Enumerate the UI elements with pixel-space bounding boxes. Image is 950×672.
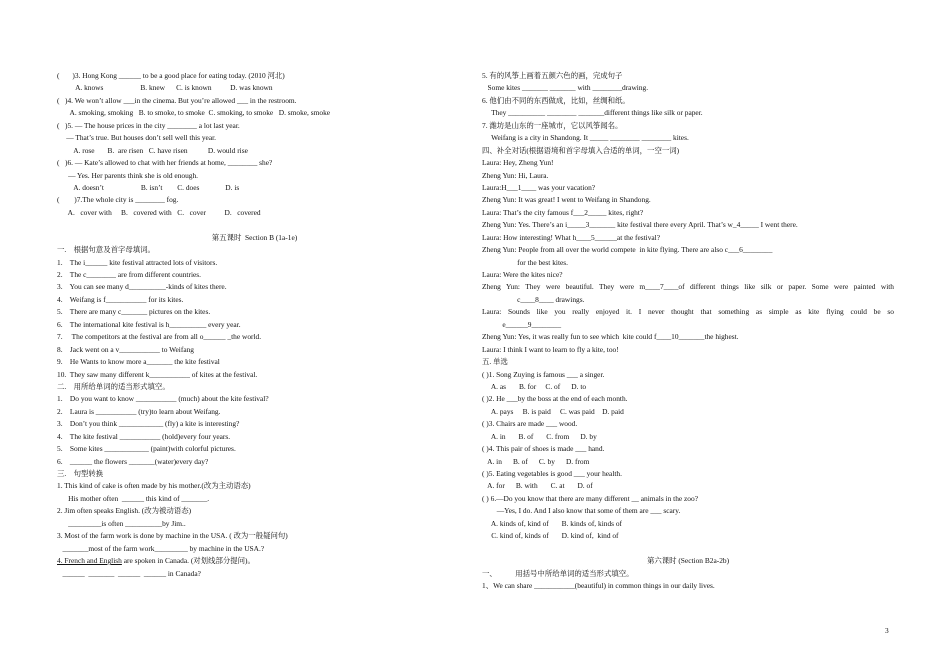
text-line: A. kinds of, kind of B. kinds of, kinds of: [482, 518, 623, 528]
text-line: ( )2. He ___by the boss at the end of each month.: [482, 394, 628, 404]
text-line: Laura: Sounds like you really enjoyed it. I never thought that something as simple as kite flying could be so: [482, 307, 894, 317]
text-line: A. in B. of C. by D. from: [482, 456, 590, 466]
text-line: 1. The i______ kite festival attracted lots of visitors.: [57, 257, 218, 267]
underlined-segment: 4. French and English: [57, 556, 122, 566]
text-line: ( )5. — The house prices in the city ________ a lot last year.: [57, 120, 240, 130]
text-line: 7. The competitors at the festival are from all o______ _the world.: [57, 332, 262, 342]
text-line: Zheng Yun: People from all over the world compete in kite flying. There are also c___6________: [482, 245, 773, 255]
text-line: 2. The c________ are from different countries.: [57, 270, 202, 279]
text-line: ______ _______ ______ ______ in Canada?: [57, 568, 201, 578]
text-line: Some kites _______ _______ with ________drawing.: [482, 83, 649, 93]
text-line: 二. 用所给单词的适当形式填空。: [57, 381, 170, 391]
text-line: 8. Jack went on a v___________ to Weifang: [57, 344, 194, 354]
text-line: 五. 单选: [482, 357, 508, 367]
text-line: 6. 他们由不同的东西做成，比如，丝绸和纸。: [482, 95, 630, 105]
text-line: ( )5. Eating vegetables is good ___ your health.: [482, 469, 622, 478]
page-number: 3: [885, 626, 889, 635]
text-line: 4. Weifang is f___________ for its kites.: [57, 294, 184, 304]
text-line: 4. The kite festival ___________ (hold)every four years.: [57, 431, 231, 441]
text-line: — That’s true. But houses don’t sell well this year.: [57, 133, 217, 143]
text-line: A. in B. of C. from D. by: [482, 431, 597, 441]
text-line: 5. 有的风筝上画着五颜六色的画，完成句子: [482, 71, 623, 80]
text-line: 6. ______ the flowers _______(water)every day?: [57, 456, 209, 466]
text-line: e______9________: [482, 319, 562, 329]
right-column: [482, 70, 894, 592]
text-line: A. for B. with C. at D. of: [482, 481, 593, 491]
text-line: Laura:H___1____ was your vacation?: [482, 182, 596, 192]
text-line: ( )3. Hong Kong ______ to be a good place for eating today. (2010 河北): [57, 71, 285, 80]
text-line: 1、We can share ___________(beautiful) in common things in our daily lives.: [482, 580, 715, 590]
text-line: 一. 根据句意及首字母填词。: [57, 245, 155, 255]
text-line: ( ) 6.—Do you know that there are many different __ animals in the zoo?: [482, 493, 698, 503]
text-line: Laura: Were the kites nice?: [482, 270, 563, 279]
section-heading: 第五课时 Section B (1a-1e): [211, 232, 298, 242]
text-line: Weifang is a city in Shandong. It _____ ________ ________ kites.: [482, 133, 689, 143]
text-line: A. pays B. is paid C. was paid D. paid: [482, 406, 624, 416]
text-line: 2. Laura is ___________ (try)to learn about Weifang.: [57, 406, 221, 416]
text-line: Zheng Yun: Yes, it was really fun to see which kite could f____10_______the highest.: [482, 332, 739, 342]
text-line: A. knows B. knew C. is known D. was known: [57, 83, 273, 93]
text-line: Laura: Hey, Zheng Yun!: [482, 158, 554, 168]
text-line: ( )4. We won’t allow ___in the cinema. But you’re allowed ___ in the restroom.: [57, 95, 297, 105]
text-line: 1. This kind of cake is often made by his mother.(改为主动语态): [57, 481, 251, 491]
left-column: [57, 70, 452, 580]
blank-line: [57, 219, 452, 231]
text-line: 5. There are many c_______ pictures on the kites.: [57, 307, 211, 317]
text-line: A. doesn’t B. isn’t C. does D. is: [57, 182, 240, 192]
text-line: Zheng Yun: They were beautiful. They were m____7____of different things like silk or paper. Some were painted with: [482, 282, 894, 292]
text-line: 10. They saw many different k___________ of kites at the festival.: [57, 369, 258, 379]
text-line: 3. Don’t you think ____________ (fly) a kite is interesting?: [57, 419, 240, 429]
text-line: 三. 句型转换: [57, 469, 104, 478]
text-line: _______most of the farm work_________ by machine in the USA.?: [57, 543, 265, 553]
text-line: ( )1. Song Zuying is famous ___ a singer.: [482, 369, 605, 379]
text-line: Laura: How interesting! What h____5______at the festival?: [482, 232, 661, 242]
text-line: 3. Most of the farm work is done by machine in the USA. ( 改为一般疑问句): [57, 531, 288, 541]
text-line: ( )7.The whole city is ________ fog.: [57, 195, 179, 205]
text-line: Laura: That’s the city famous f___2_____ kites, right?: [482, 207, 644, 217]
text-line: — Yes. Her parents think she is old enough.: [57, 170, 199, 180]
text-line: Zheng Yun: It was great! I went to Weifang in Shandong.: [482, 195, 651, 205]
text-line: Zheng Yun: Hi, Laura.: [482, 170, 549, 180]
text-line: A. cover with B. covered with C. cover D. covered: [57, 207, 261, 217]
text-line: 一、 用括号中所给单词的适当形式填空。: [482, 568, 634, 578]
text-line: Laura: I think I want to learn to fly a kite, too!: [482, 344, 619, 354]
text-line: 7. 潍坊是山东的一座城市，它以风筝闻名。: [482, 120, 623, 130]
text-line: C. kind of, kinds of D. kind of, kind of: [482, 531, 619, 541]
text-line: His mother often ______ this kind of _______.: [57, 493, 210, 503]
text-line: 2. Jim often speaks English. (改为被动语态): [57, 506, 192, 516]
text-line: 3. You can see many d__________-kinds of kites there.: [57, 282, 227, 292]
text-line: —Yes, I do. And I also know that some of them are ___ scary.: [482, 506, 681, 516]
text-line: A. as B. for C. of D. to: [482, 381, 587, 391]
text-line: 四、补全对话(根据语境和首字母填入合适的单词，一空一词): [482, 145, 680, 155]
text-line: c____8____ drawings.: [482, 294, 585, 304]
text-line: 4. French and English are spoken in Canada. (对划线部分提问)。: [57, 556, 255, 566]
text-line: 9. He Wants to know more a_______ the kite festival: [57, 357, 220, 367]
text-line: ( )6. — Kate’s allowed to chat with her friends at home, ________ she?: [57, 158, 273, 168]
text-line: 1. Do you want to know ___________ (much) about the kite festival?: [57, 394, 269, 404]
text-line: 5. Some kites ____________ (paint)with colorful pictures.: [57, 444, 236, 454]
text-line: for the best kites.: [482, 257, 569, 267]
text-line: ( )4. This pair of shoes is made ___ hand.: [482, 444, 605, 454]
text-line: _________is often __________by Jim..: [57, 518, 186, 528]
text-line: ( )3. Chairs are made ___ wood.: [482, 419, 578, 429]
text-line: 6. The international kite festival is h__________ every year.: [57, 319, 241, 329]
section-heading: 第六课时 (Section B2a-2b): [646, 556, 730, 566]
blank-line: [482, 543, 894, 555]
text-line: Zheng Yun: Yes. There’s an i_____3_______ kite festival there every April. That’s w_4_____ I went there.: [482, 220, 798, 230]
text-line: They __________ ________ _______different things like silk or paper.: [482, 108, 703, 118]
text-line: A. rose B. are risen C. have risen D. would rise: [57, 145, 248, 155]
text-line: A. smoking, smoking B. to smoke, to smoke C. smoking, to smoke D. smoke, smoke: [57, 108, 331, 118]
